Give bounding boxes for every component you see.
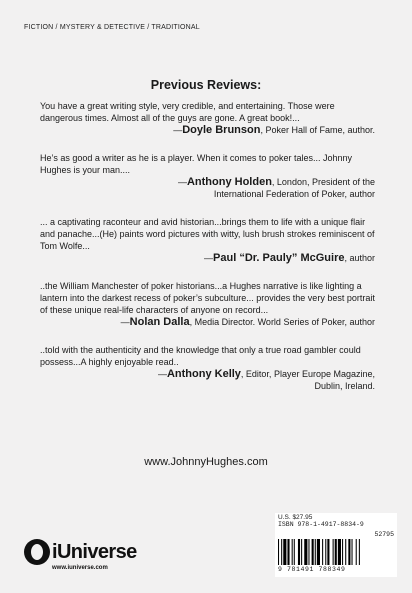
publisher-logo — [24, 539, 164, 575]
barcode-bar — [304, 539, 307, 565]
reviewer-credentials-line2: International Federation of Poker, author — [213, 189, 375, 199]
barcode-bar — [301, 539, 302, 565]
review-attribution — [40, 176, 375, 200]
barcode-bar — [325, 539, 326, 565]
reviewer-name: Paul “Dr. Pauly” McGuire — [213, 252, 345, 264]
review-quote: He’s as good a writer as he is a player. When it comes to poker tales... Johnny Hughes is your man.... — [40, 153, 352, 175]
barcode-bar — [359, 539, 360, 565]
reviewer-credentials: , Editor, Player Europe Magazine, — [240, 369, 375, 379]
barcode-bar — [281, 539, 282, 565]
barcode-bar — [352, 539, 353, 565]
price-label: U.S. $27.95 — [278, 514, 313, 521]
review-item — [40, 280, 375, 328]
barcode-bar — [342, 539, 343, 565]
review-item — [40, 216, 375, 264]
reviewer-credentials-line2: Dublin, Ireland. — [314, 381, 375, 391]
barcode-bar — [322, 539, 323, 565]
review-item — [40, 100, 375, 136]
reviewer-credentials: , Media Director. World Series of Poker, author — [189, 317, 375, 327]
barcode-bar — [292, 539, 293, 565]
review-attribution — [40, 252, 375, 264]
review-item — [40, 152, 375, 200]
barcode-bar — [278, 539, 279, 565]
review-quote: ..the William Manchester of poker historians...a Hughes narrative is like lighting a lantern into the darkest recess of poker’s subculture... provides the very best portrait of these unique real-life characters of anyone on record... — [40, 281, 375, 315]
publisher-logo-icon — [24, 539, 50, 565]
barcode-bar — [333, 539, 334, 565]
barcode-bar — [294, 539, 295, 565]
barcode-bar — [298, 539, 300, 565]
barcode-bar — [308, 539, 309, 565]
attribution-dash: — — [157, 369, 167, 379]
attribution-dash: — — [177, 177, 187, 187]
publisher-name: iUniverse — [52, 541, 137, 563]
barcode-bar — [356, 539, 357, 565]
reviewer-credentials: , London, President of the — [271, 177, 375, 187]
review-attribution — [40, 316, 375, 328]
barcode-bar — [327, 539, 329, 565]
barcode-bar — [338, 539, 341, 565]
reviews-heading: Previous Reviews: — [150, 78, 262, 92]
category-label: FICTION / MYSTERY & DETECTIVE / TRADITIONAL — [24, 24, 200, 31]
barcode-digits: 9 781491 788349 — [278, 566, 346, 573]
review-item — [40, 344, 375, 392]
barcode-bar — [287, 539, 289, 565]
author-website: www.JohnnyHughes.com — [144, 456, 268, 468]
barcode-bar — [315, 539, 316, 565]
reviewer-credentials: , author — [344, 253, 375, 263]
publisher-url: www.iuniverse.com — [52, 565, 108, 571]
review-attribution — [40, 124, 375, 136]
barcode-bar — [345, 539, 346, 565]
barcode-bars — [278, 539, 394, 565]
isbn-label: ISBN 978-1-4917-8834-9 — [278, 521, 364, 528]
price-addon-code: 52795 — [374, 531, 394, 538]
review-quote: ..told with the authenticity and the knowledge that only a true road gambler could possess...A highly enjoyable read.. — [40, 345, 361, 367]
attribution-dash: — — [204, 253, 214, 263]
reviewer-name: Doyle Brunson — [182, 124, 261, 136]
reviewer-name: Anthony Kelly — [166, 368, 241, 380]
barcode-icon — [278, 539, 394, 565]
barcode-bar — [348, 539, 350, 565]
attribution-dash: — — [120, 317, 130, 327]
reviews-list — [40, 100, 375, 408]
reviewer-name: Nolan Dalla — [129, 316, 190, 328]
barcode-bar — [317, 539, 320, 565]
reviewer-credentials: , Poker Hall of Fame, author. — [260, 125, 375, 135]
review-quote: ... a captivating raconteur and avid historian...brings them to life with a unique flair and panache...(He) paints word pictures with witty, lush brush strokes reminiscent of Tom Wolfe... — [40, 217, 375, 251]
reviewer-name: Anthony Holden — [186, 176, 272, 188]
attribution-dash: — — [173, 125, 183, 135]
review-quote: You have a great writing style, very credible, and entertaining. Those were dangerous times. Almost all of the guys are gone. A great book!... — [40, 101, 335, 123]
barcode-bar — [283, 539, 286, 565]
barcode-bar — [335, 539, 337, 565]
review-attribution — [40, 368, 375, 392]
barcode-bar — [312, 539, 314, 565]
barcode-block — [275, 513, 397, 577]
